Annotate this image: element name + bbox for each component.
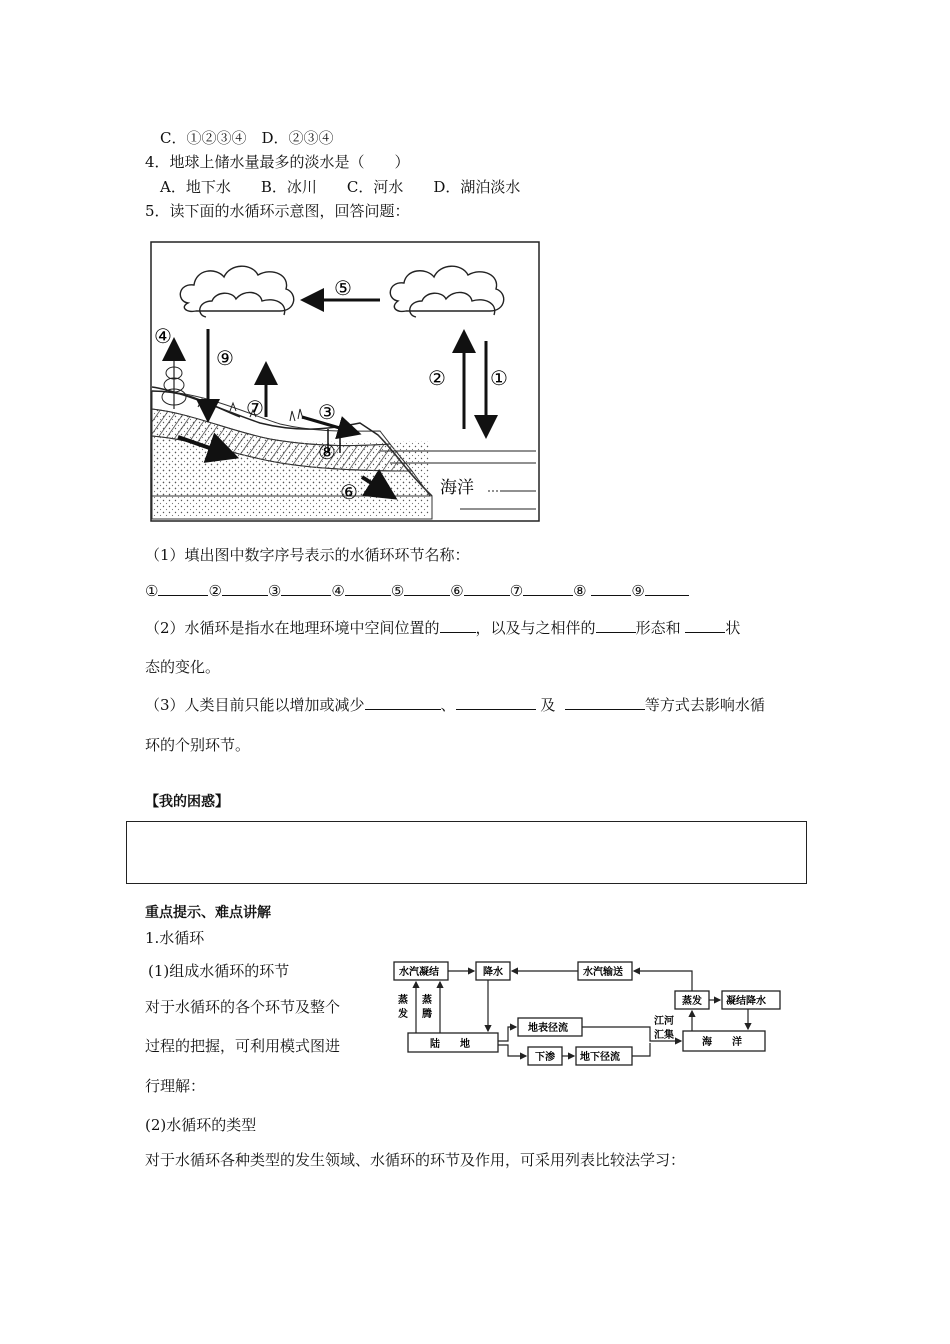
fill-label-4: ④ (331, 582, 345, 600)
sub3-blank-2[interactable] (456, 695, 536, 710)
q5-sub2-line2: 态的变化。 (145, 658, 221, 676)
water-cycle-flowchart (388, 957, 790, 1069)
text-infiltration: 下渗 (535, 1052, 555, 1063)
blank-3[interactable] (281, 581, 331, 596)
text-vapor-transport: 水汽输送 (583, 967, 623, 978)
text-ground-runoff: 地下径流 (580, 1052, 620, 1063)
blank-5[interactable] (404, 581, 450, 596)
text-evap-land-1: 蒸 (398, 995, 408, 1006)
q5-stem: 5．读下面的水循环示意图，回答问题： (145, 202, 410, 220)
fill-label-6: ⑥ (450, 582, 464, 600)
section1-sub2: (2)水循环的类型 (145, 1116, 257, 1134)
text-land: 陆 地 (430, 1039, 470, 1050)
text-transp-1: 蒸 (422, 995, 432, 1006)
section1-text4: 对于水循环各种类型的发生领域、水循环的环节及作用，可采用列表比较法学习： (145, 1151, 686, 1169)
section1-sub1: (1)组成水循环的环节 (148, 962, 290, 980)
section1-text2: 过程的把握，可利用模式图进 (145, 1037, 341, 1055)
q5-fill-row (145, 581, 689, 601)
sub2-text-a: （2）水循环是指水在地理环境中空间位置的 (145, 619, 440, 637)
sub3-text-d: 等方式去影响水循 (644, 696, 765, 714)
ocean-label: 海洋 (440, 478, 474, 498)
q4-stem: 4．地球上储水量最多的淡水是（ ） (145, 153, 410, 171)
q5-sub3-line1 (145, 695, 765, 715)
text-transp-2: 腾 (422, 1009, 432, 1020)
q5-sub2-line1 (145, 618, 740, 638)
text-ocean: 海 洋 (702, 1037, 742, 1048)
sub2-blank-2[interactable] (596, 618, 636, 633)
confusion-box[interactable] (126, 821, 807, 884)
sub3-text-a: （3）人类目前只能以增加或减少 (145, 696, 365, 714)
water-cycle-diagram (150, 241, 540, 522)
q4-options: A．地下水 B．冰川 C．河水 D．湖泊淡水 (160, 178, 521, 196)
fill-label-7: ⑦ (509, 582, 524, 600)
sub2-text-c: 形态和 (635, 619, 681, 637)
sub2-text-d: 状 (725, 619, 741, 637)
label-8: ⑧ (318, 440, 336, 464)
sub3-text-c: 及 (540, 696, 556, 714)
sub2-blank-3[interactable] (685, 618, 725, 633)
sub2-text-b: ，以及与之相伴的 (475, 619, 596, 637)
blank-6[interactable] (464, 581, 510, 596)
blank-9[interactable] (645, 581, 689, 596)
sub3-blank-3[interactable] (565, 695, 645, 710)
blank-2[interactable] (222, 581, 268, 596)
q3-options-cd: C．①②③④ D．②③④ (160, 129, 334, 147)
label-9: ⑨ (216, 346, 234, 370)
fill-label-5: ⑤ (390, 582, 405, 600)
fill-label-2: ② (208, 582, 222, 600)
label-5: ⑤ (334, 276, 352, 300)
section1-text1: 对于水循环的各个环节及整个 (145, 998, 341, 1016)
blank-4[interactable] (345, 581, 391, 596)
text-river-2: 汇集 (654, 1030, 674, 1041)
label-7: ⑦ (246, 396, 264, 420)
text-river-1: 江河 (654, 1016, 674, 1027)
sub2-blank-1[interactable] (440, 618, 476, 633)
text-condense: 水汽凝结 (399, 967, 439, 978)
text-condense-precip: 凝结降水 (726, 996, 766, 1007)
sub3-text-b: 、 (440, 696, 456, 714)
text-evap-land-2: 发 (398, 1009, 408, 1020)
fill-label-8: ⑧ (573, 582, 587, 600)
label-2: ② (428, 366, 446, 390)
fill-label-3: ③ (267, 582, 282, 600)
text-precip: 降水 (483, 967, 503, 978)
blank-7[interactable] (523, 581, 573, 596)
fill-label-9: ⑨ (631, 582, 645, 600)
text-surface-runoff: 地表径流 (528, 1023, 568, 1034)
q5-sub1: （1）填出图中数字序号表示的水循环环节名称： (145, 546, 470, 564)
label-4: ④ (154, 324, 172, 348)
fill-label-1: ① (145, 582, 159, 600)
sub3-blank-1[interactable] (365, 695, 441, 710)
q5-sub3-line2: 环的个别环节。 (145, 736, 251, 754)
section1-title: 1.水循环 (145, 929, 205, 947)
label-1: ① (490, 366, 508, 390)
blank-8[interactable] (591, 581, 631, 596)
text-evap-sea: 蒸发 (682, 996, 702, 1007)
confusion-title: 【我的困惑】 (145, 794, 229, 810)
blank-1[interactable] (158, 581, 208, 596)
section1-text3: 行理解： (145, 1077, 206, 1095)
key-points-title: 重点提示、难点讲解 (145, 905, 271, 921)
label-6: ⑥ (340, 480, 358, 504)
label-3: ③ (318, 400, 336, 424)
